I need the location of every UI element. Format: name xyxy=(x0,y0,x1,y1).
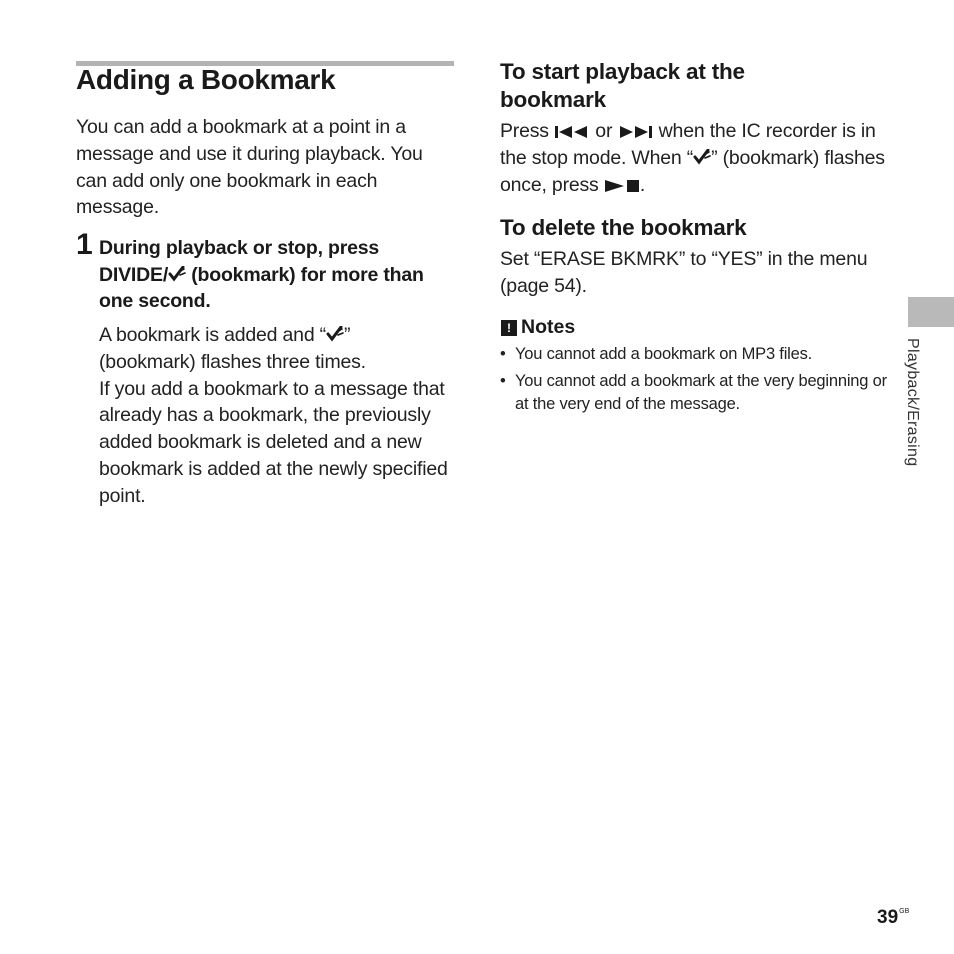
start-body-part3: when the IC recorder is in the stop mode. When “ xyxy=(500,120,876,169)
start-body-part4: ” (bookmark) flashes once, press xyxy=(500,146,885,196)
bookmark-icon xyxy=(693,149,711,165)
bullet-icon: • xyxy=(500,372,506,390)
notes-list xyxy=(500,343,900,420)
page-number-suffix: GB xyxy=(899,908,910,915)
delete-bookmark-body: Set “ERASE BKMRK” to “YES” in the menu (page 54). xyxy=(500,248,868,297)
step-instruction-post: (bookmark) for more than one second. xyxy=(99,263,424,312)
section-side-label: Playback/Erasing xyxy=(904,338,921,467)
intro-paragraph: You can add a bookmark at a point in a message and use it during playback. You can add only one bookmark in each message. xyxy=(76,116,423,219)
step-detail-pre: A bookmark is added and “ xyxy=(99,324,326,346)
start-playback-body xyxy=(500,118,885,198)
play-stop-icon xyxy=(604,179,640,193)
start-playback-heading: To start playback at the bookmark xyxy=(500,59,745,112)
note-text: You cannot add a bookmark on MP3 files. xyxy=(515,345,813,363)
note-text: You cannot add a bookmark at the very beginning or at the very end of the message. xyxy=(515,372,887,413)
step-detail-mid: ” (bookmark) flashes three times. xyxy=(99,324,366,373)
page-number xyxy=(877,907,909,929)
start-body-part1: Press xyxy=(500,120,555,142)
step-detail-post: If you add a bookmark to a message that already has a bookmark, the previously added bookmark is deleted and a new bookmark is added at the newly specified point. xyxy=(99,377,448,507)
note-item xyxy=(500,370,900,416)
delete-bookmark-heading: To delete the bookmark xyxy=(500,215,747,240)
notes-heading xyxy=(501,316,575,339)
notes-heading-label: Notes xyxy=(521,316,576,338)
note-item xyxy=(500,343,900,366)
step-detail xyxy=(99,322,451,510)
step-number: 1 xyxy=(76,228,93,261)
bullet-icon: • xyxy=(500,345,506,363)
section-tab-marker xyxy=(908,297,954,327)
step-instruction xyxy=(99,235,439,315)
next-track-icon xyxy=(617,125,653,139)
start-body-part5: . xyxy=(639,173,646,196)
step-instruction-pre: During playback or stop, press DIVIDE/ xyxy=(99,237,380,286)
note-icon: ! xyxy=(501,320,517,336)
page-title: Adding a Bookmark xyxy=(76,64,336,95)
start-body-part2: or xyxy=(590,120,618,142)
bookmark-icon xyxy=(326,326,344,342)
bookmark-icon xyxy=(168,266,186,282)
page-number-value: 39 xyxy=(877,907,899,928)
previous-track-icon xyxy=(554,125,590,139)
